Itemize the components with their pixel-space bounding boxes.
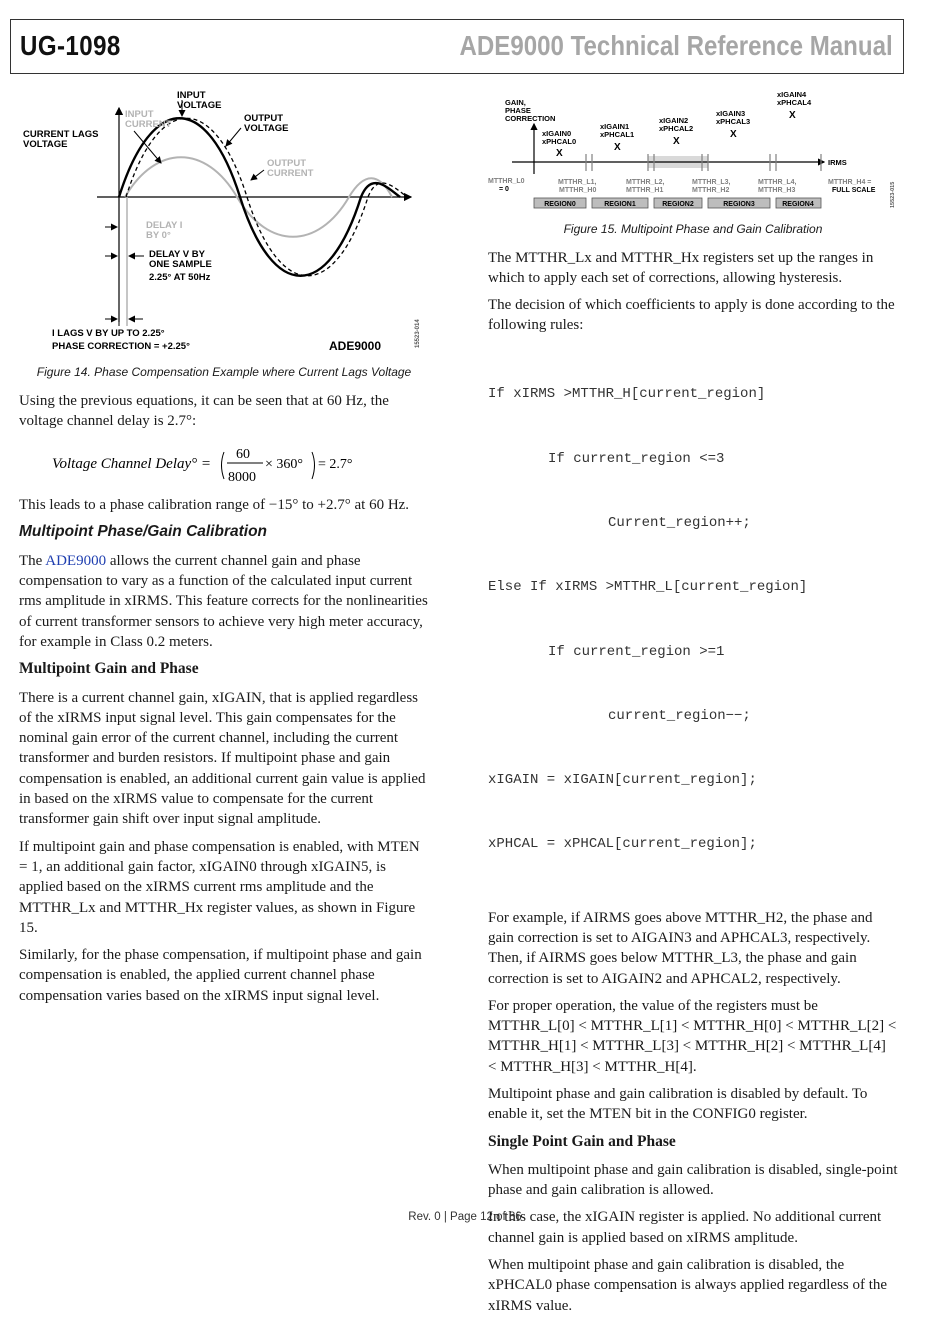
multipoint-calibration-diagram bbox=[488, 86, 898, 213]
ade9000-link[interactable]: ADE9000 bbox=[45, 552, 107, 569]
page-footer: Rev. 0 | Page 12 of 86 bbox=[408, 1211, 522, 1223]
page-header bbox=[10, 19, 904, 74]
paragraph: The decision of which coefficients to apply is done according to the following rules: bbox=[488, 297, 895, 334]
document-id: UG-1098 bbox=[20, 30, 121, 61]
equation-graphic bbox=[52, 439, 412, 487]
svg-text:× 360°: × 360° bbox=[265, 457, 303, 473]
label-current-lags-voltage: CURRENT LAGS VOLTAGE bbox=[23, 129, 99, 150]
svg-text:60: 60 bbox=[236, 447, 250, 463]
figure-14-caption: Figure 14. Phase Compensation Example where Current Lags Voltage bbox=[36, 365, 412, 380]
code-line: current_region−−; bbox=[608, 707, 751, 724]
label-mtthr-l3: MTTHR_L3, MTTHR_H2 bbox=[692, 179, 731, 194]
label-region1-coeffs: xIGAIN1 xPHCAL1 X bbox=[600, 122, 635, 153]
code-line: If xIRMS >MTTHR_H[current_region] bbox=[488, 386, 766, 403]
svg-text:8000: 8000 bbox=[228, 470, 256, 486]
paragraph: Using the previous equations, it can be seen that at 60 Hz, the voltage channel delay is 2.7°: bbox=[19, 392, 389, 429]
paragraph: In this case, the xIGAIN register is applied. No additional current channel gain is applied based on xIRMS amplitude. bbox=[488, 1209, 882, 1246]
code-line: If current_region >=1 bbox=[548, 643, 725, 660]
voltage-delay-equation bbox=[52, 439, 429, 487]
label-mtthr-l1: MTTHR_L1, MTTHR_H0 bbox=[558, 179, 597, 194]
label-gain-phase-correction: GAIN, PHASE CORRECTION bbox=[505, 98, 556, 123]
subsection-heading: Single Point Gain and Phase bbox=[488, 1132, 676, 1150]
label-mtthr-h4: MTTHR_H4 = FULL SCALE bbox=[828, 179, 876, 194]
label-input-voltage: INPUT VOLTAGE bbox=[177, 90, 222, 111]
figure-14 bbox=[19, 86, 429, 383]
label-region2-coeffs: xIGAIN2 xPHCAL2 X bbox=[659, 116, 694, 147]
label-output-current: OUTPUT CURRENT bbox=[267, 158, 314, 179]
label-mtthr-l4: MTTHR_L4, MTTHR_H3 bbox=[758, 179, 797, 194]
code-line: xPHCAL = xPHCAL[current_region]; bbox=[488, 836, 757, 853]
paragraph: For example, if AIRMS goes above MTTHR_H2, the phase and gain correction is set to AIGAIN3 and APHCAL3, respectively. Then, if AIRMS goes below MTTHR_L3, the phase and gain correction is set to AIGAIN2 and APHCAL2, respectively. bbox=[488, 909, 873, 987]
code-block bbox=[488, 343, 898, 898]
paragraph: If multipoint gain and phase compensation is enabled, with MTEN = 1, an additional gain factor, xIGAIN0 through xIGAIN5, is applied based on the xIRMS current rms amplitude and the MTTHR_Lx and MTTHR_Hx register values, as shown in Figure 15. bbox=[19, 838, 420, 936]
region-label: REGION2 bbox=[662, 201, 694, 208]
label-region3-coeffs: xIGAIN3 xPHCAL3 X bbox=[716, 109, 751, 140]
left-column bbox=[19, 86, 429, 1013]
figure-code: 15523-014 bbox=[415, 319, 421, 348]
code-line: Current_region++; bbox=[608, 514, 751, 531]
figure-15-caption: Figure 15. Multipoint Phase and Gain Calibration bbox=[563, 222, 823, 237]
svg-text:= 2.7°: = 2.7° bbox=[318, 457, 353, 473]
label-mtthr-l0: MTTHR_L0 = 0 bbox=[488, 178, 525, 193]
label-region4-coeffs: xIGAIN4 xPHCAL4 X bbox=[777, 90, 812, 121]
paragraph: This leads to a phase calibration range of −15° to +2.7° at 60 Hz. bbox=[19, 497, 410, 514]
region-label: REGION4 bbox=[782, 201, 814, 208]
paragraph: Multipoint phase and gain calibration is disabled by default. To enable it, set the MTEN bit in the CONFIG0 register. bbox=[488, 1086, 868, 1123]
code-line: xIGAIN = xIGAIN[current_region]; bbox=[488, 772, 757, 789]
code-line: Else If xIRMS >MTTHR_L[current_region] bbox=[488, 579, 808, 596]
region-label: REGION0 bbox=[544, 201, 576, 208]
label-input-current: INPUT CURRENT bbox=[125, 109, 172, 130]
right-column bbox=[488, 86, 898, 1323]
label-region0-coeffs: xIGAIN0 xPHCAL0 X bbox=[542, 129, 577, 159]
paragraph: Similarly, for the phase compensation, if multipoint phase and gain compensation is enabled, the applied current channel phase compensation varies based on the xIRMS input signal level. bbox=[19, 947, 422, 1004]
label-delay-i: DELAY I BY 0° bbox=[146, 220, 183, 241]
paragraph: When multipoint phase and gain calibration is disabled, single-point phase and gain calibration is allowed. bbox=[488, 1161, 898, 1199]
region-bar bbox=[534, 198, 821, 208]
label-i-lags-v: I LAGS V BY UP TO 2.25° PHASE CORRECTION = +2.25° bbox=[52, 328, 190, 352]
subsection-heading: Multipoint Gain and Phase bbox=[19, 660, 199, 678]
paragraph: When multipoint phase and gain calibration is disabled, the xPHCAL0 phase compensation is always applied regardless of the xIRMS value. bbox=[488, 1257, 888, 1314]
document-title: ADE9000 Technical Reference Manual bbox=[459, 30, 893, 61]
figure-15 bbox=[488, 86, 898, 240]
irms-label: IRMS bbox=[828, 158, 847, 167]
paragraph: There is a current channel gain, xIGAIN, that is applied regardless of the xIRMS input signal level. This gain compensates for the nominal gain error of the current channel, including the current transformer and burden resistors. If multipoint phase and gain compensation is enabled, an additional current gain value is applied in based on the xIRMS value to compensate for the current transformer gain shift over input signal amplitude. bbox=[19, 689, 426, 828]
region-label: REGION3 bbox=[723, 201, 755, 208]
svg-text:Voltage Channel Delay° =: Voltage Channel Delay° = bbox=[52, 456, 212, 473]
paragraph: The MTTHR_Lx and MTTHR_Hx registers set up the ranges in which to apply each set of corrections, allowing hysteresis. bbox=[488, 249, 874, 286]
region-label: REGION1 bbox=[604, 201, 636, 208]
label-delay-v: DELAY V BY ONE SAMPLE 2.25° AT 50Hz bbox=[149, 249, 212, 283]
paragraph: For proper operation, the value of the registers must be MTTHR_L[0] < MTTHR_L[1] < MTTHR_H[0] < MTTHR_L[2] < MTTHR_H[1] < MTTHR_L[3] < MTTHR_H[2] < MTTHR_L[4] < MTTHR_H[3] < MTTHR_H[4]. bbox=[488, 997, 897, 1075]
phase-compensation-diagram bbox=[19, 86, 429, 356]
figure-code: 15523-015 bbox=[890, 181, 896, 208]
label-mtthr-l2: MTTHR_L2, MTTHR_H1 bbox=[626, 179, 665, 194]
code-line: If current_region <=3 bbox=[548, 450, 725, 467]
section-heading: Multipoint Phase/Gain Calibration bbox=[19, 523, 268, 541]
paragraph: The ADE9000 allows the current channel gain and phase compensation to vary as a function of the calculated input current rms amplitude in xIRMS. This feature corrects for the nonlinearities of current transformer sensors to achieve very high meter accuracy, for example in Class 0.2 meters. bbox=[19, 552, 428, 650]
label-output-voltage: OUTPUT VOLTAGE bbox=[244, 113, 289, 134]
chip-label: ADE9000 bbox=[329, 339, 382, 353]
